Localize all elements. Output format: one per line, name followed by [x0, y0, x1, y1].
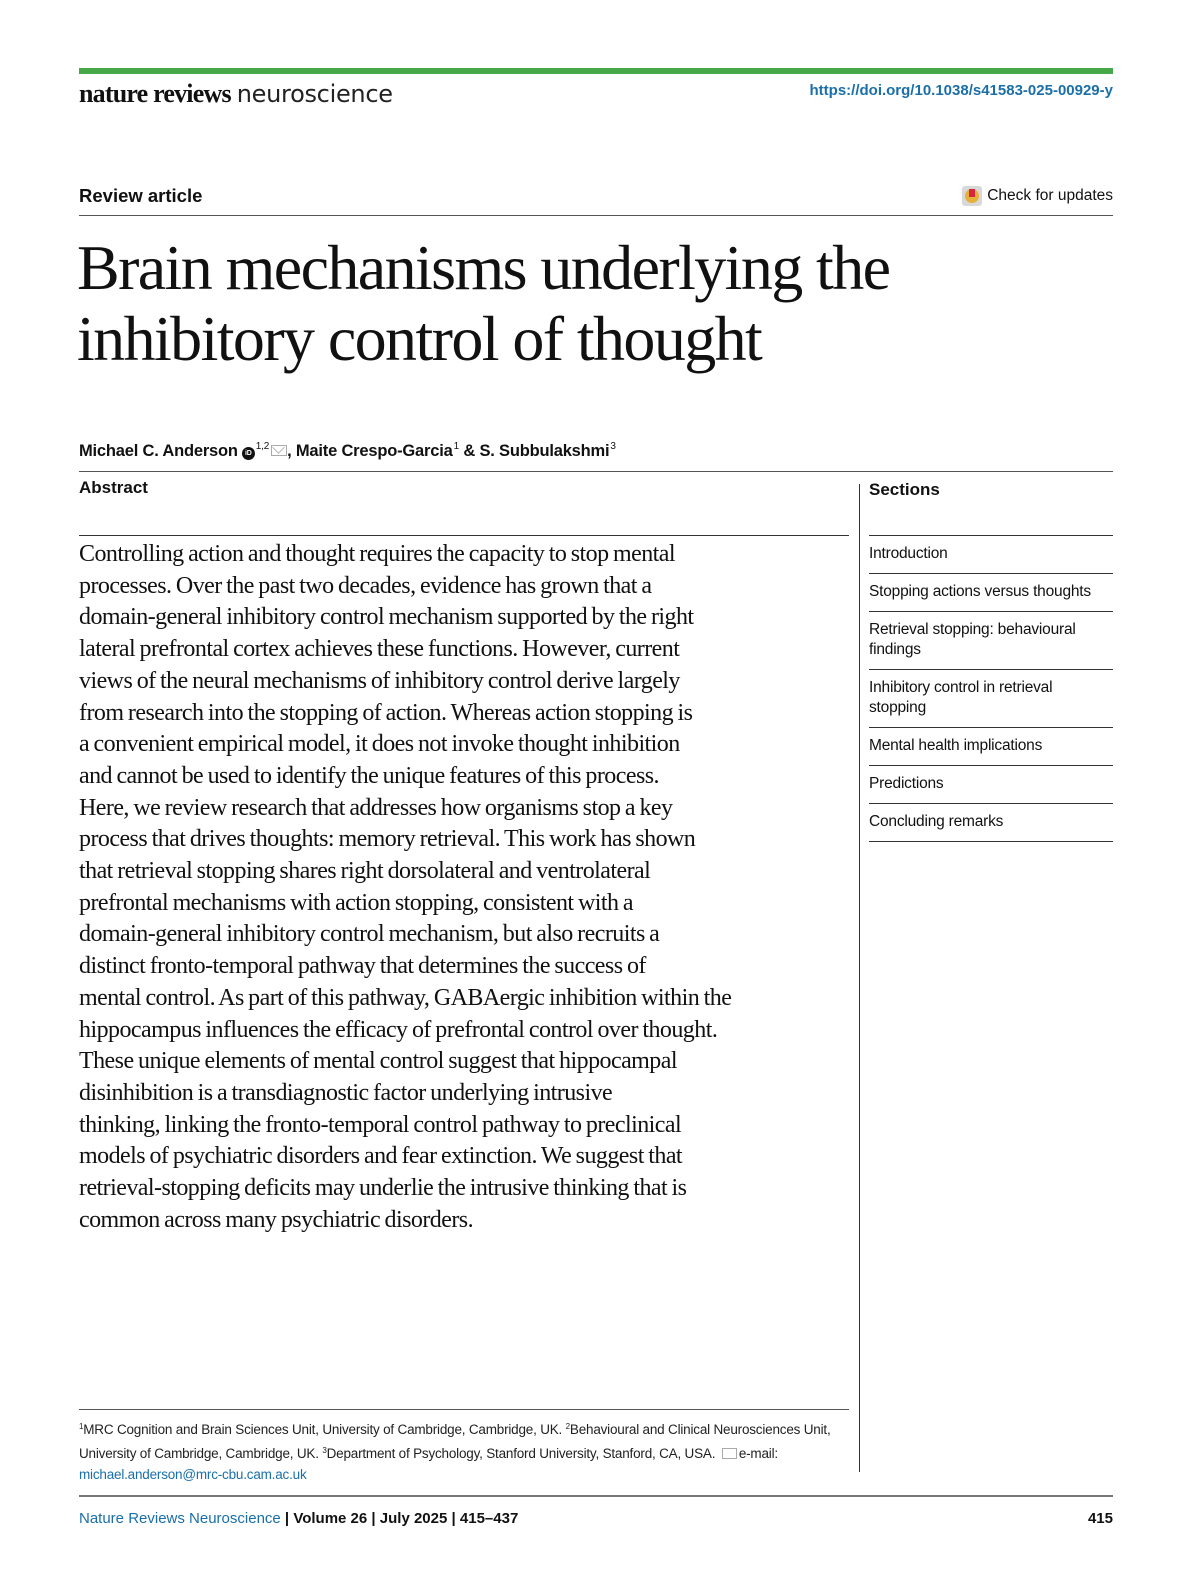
section-link-introduction[interactable]: Introduction: [869, 535, 1113, 573]
brand-accent-bar: [79, 68, 1113, 74]
affiliation-2: Behavioural and Clinical Neurosciences Unit, University of Cambridge, Cambridge, UK.: [79, 1422, 831, 1461]
article-type: Review article: [79, 185, 203, 206]
author-affil-sup: 1,2: [255, 441, 270, 452]
sep: |: [367, 1510, 380, 1527]
abstract-line: common across many psychiatric disorders.: [79, 1206, 474, 1233]
journal-logo: [79, 78, 393, 109]
email-envelope-icon[interactable]: [271, 445, 287, 456]
affil-sup: 1: [79, 1422, 84, 1431]
author-affil-sup: 1: [453, 441, 459, 452]
author-name[interactable]: Maite Crespo-Garcia: [295, 442, 453, 460]
sections-heading: Sections: [869, 480, 940, 499]
abstract-line: hippocampus influences the efficacy of prefrontal control over thought.: [79, 1016, 718, 1043]
author-list: [79, 441, 616, 461]
affiliation-3: Department of Psychology, Stanford University, Stanford, CA, USA.: [326, 1446, 719, 1461]
volume: Volume 26: [293, 1510, 368, 1527]
sep: |: [447, 1510, 460, 1527]
column-divider: [859, 484, 860, 1472]
orcid-icon[interactable]: iD: [242, 447, 255, 460]
abstract-line: and cannot be used to identify the unique features of this process.: [79, 762, 659, 789]
crossmark-icon: [962, 186, 982, 206]
abstract-line: models of psychiatric disorders and fear extinction. We suggest that: [79, 1143, 683, 1170]
sections-nav: [869, 535, 1113, 842]
abstract-line: lateral prefrontal cortex achieves these functions. However, current: [79, 636, 680, 663]
divider: [79, 215, 1113, 216]
abstract-line: distinct fronto-temporal pathway that determines the success of: [79, 953, 646, 980]
divider: [79, 535, 849, 536]
abstract-line: retrieval-stopping deficits may underlie the intrusive thinking that is: [79, 1175, 687, 1202]
affil-sup: 2: [565, 1422, 570, 1431]
section-link-mental-health[interactable]: Mental health implications: [869, 727, 1113, 765]
issue-date: July 2025: [379, 1510, 448, 1527]
section-link-predictions[interactable]: Predictions: [869, 765, 1113, 803]
abstract-line: Here, we review research that addresses how organisms stop a key: [79, 794, 673, 821]
abstract-line: that retrieval stopping shares right dorsolateral and ventrolateral: [79, 858, 651, 885]
citation-footer: [79, 1510, 518, 1527]
check-updates-label: Check for updates: [987, 187, 1113, 204]
journal-name-link[interactable]: Nature Reviews Neuroscience: [79, 1510, 281, 1527]
abstract-body: [79, 539, 859, 1236]
section-link-stopping-actions[interactable]: Stopping actions versus thoughts: [869, 573, 1113, 611]
divider: [79, 1495, 1113, 1497]
affiliations: [79, 1416, 859, 1485]
email-envelope-icon: [722, 1448, 737, 1459]
abstract-line: domain-general inhibitory control mechanism supported by the right: [79, 604, 694, 631]
abstract-line: processes. Over the past two decades, evidence has grown that a: [79, 572, 652, 599]
email-label: e-mail:: [738, 1446, 778, 1461]
section-link-inhibitory-control[interactable]: Inhibitory control in retrieval stopping: [869, 669, 1113, 727]
author-separator: ,: [287, 442, 296, 460]
author-name[interactable]: Michael C. Anderson: [79, 442, 238, 460]
sep: |: [280, 1510, 294, 1527]
abstract-line: from research into the stopping of action. Whereas action stopping is: [79, 699, 693, 726]
abstract-heading: Abstract: [79, 478, 148, 497]
abstract-line: mental control. As part of this pathway, GABAergic inhibition within the: [79, 984, 732, 1011]
email-link[interactable]: michael.anderson@mrc-cbu.cam.ac.uk: [79, 1467, 307, 1482]
affil-sup: 3: [322, 1446, 327, 1455]
section-link-concluding-remarks[interactable]: Concluding remarks: [869, 803, 1113, 842]
page-number: 415: [1087, 1510, 1113, 1527]
author-affil-sup: 3: [610, 441, 616, 452]
abstract-line: domain-general inhibitory control mechanism, but also recruits a: [79, 921, 660, 948]
article-title: Brain mechanisms underlying the inhibitory control of thought: [77, 232, 890, 374]
logo-light: neuroscience: [236, 80, 393, 108]
divider: [79, 1409, 849, 1410]
logo-bold: nature reviews: [79, 79, 231, 108]
page-range: 415–437: [459, 1510, 519, 1527]
abstract-line: These unique elements of mental control suggest that hippocampal: [79, 1048, 677, 1075]
abstract-line: prefrontal mechanisms with action stopping, consistent with a: [79, 889, 634, 916]
author-separator: &: [458, 442, 480, 460]
abstract-line: Controlling action and thought requires the capacity to stop mental: [79, 541, 675, 567]
divider: [79, 471, 1113, 472]
check-for-updates-button[interactable]: [962, 186, 1113, 206]
doi-link[interactable]: https://doi.org/10.1038/s41583-025-00929-y: [809, 82, 1113, 99]
author-name[interactable]: S. Subbulakshmi: [479, 442, 610, 460]
abstract-line: a convenient empirical model, it does not invoke thought inhibition: [79, 731, 680, 758]
abstract-line: thinking, linking the fronto-temporal control pathway to preclinical: [79, 1111, 682, 1138]
abstract-line: process that drives thoughts: memory retrieval. This work has shown: [79, 826, 696, 853]
abstract-line: views of the neural mechanisms of inhibitory control derive largely: [79, 667, 680, 694]
section-link-retrieval-stopping[interactable]: Retrieval stopping: behavioural findings: [869, 611, 1113, 669]
affiliation-1: MRC Cognition and Brain Sciences Unit, University of Cambridge, Cambridge, UK.: [83, 1422, 566, 1437]
abstract-line: disinhibition is a transdiagnostic factor underlying intrusive: [79, 1079, 613, 1106]
